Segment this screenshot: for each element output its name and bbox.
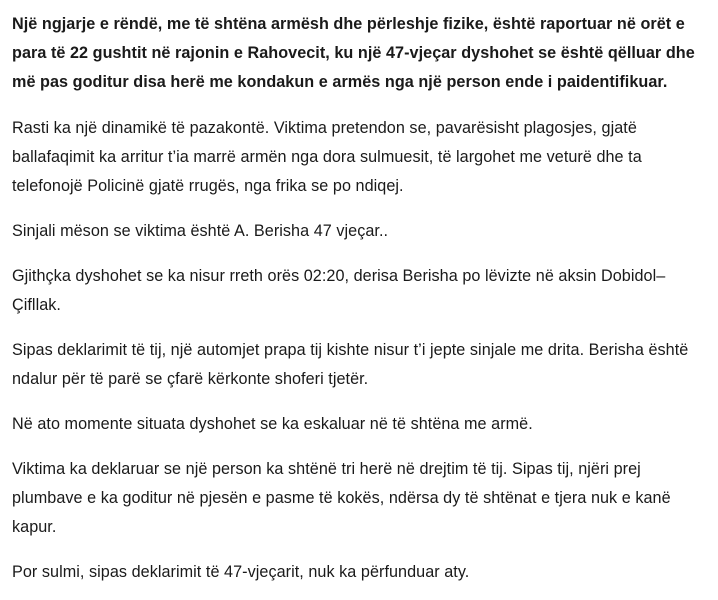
article-lead-paragraph: Një ngjarje e rëndë, me të shtëna armësh dhe përleshje fizike, është raportuar në orët e para të 22 gushtit në rajonin e Rahovecit, ku një 47-vjeçar dyshohet se është qëlluar dhe më pas goditur disa herë me kondakun e armës nga një person ende i paidentifikuar. [12, 15, 695, 91]
article-paragraph: Viktima ka deklaruar se një person ka shtënë tri herë në drejtim të tij. Sipas tij, njëri prej plumbave e ka goditur në pjesën e pasme të kokës, ndërsa dy të shtënat e tjera nuk e kanë kapur. [12, 460, 671, 536]
article-paragraph: Në ato momente situata dyshohet se ka eskaluar në të shtëna me armë. [12, 415, 533, 433]
article-paragraph: Gjithçka dyshohet se ka nisur rreth orës 02:20, derisa Berisha po lëvizte në aksin Dobidol–Çifllak. [12, 267, 666, 314]
article-paragraph: Por sulmi, sipas deklarimit të 47-vjeçarit, nuk ka përfunduar aty. [12, 563, 470, 581]
article-paragraph: Sinjali mëson se viktima është A. Berisha 47 vjeçar.. [12, 222, 389, 240]
article-paragraph: Rasti ka një dinamikë të pazakontë. Viktima pretendon se, pavarësisht plagosjes, gjatë ballafaqimit ka arritur t’ia marrë armën nga dora sulmuesit, të largohet me veturë dhe ta telefonojë Policinë gjatë rrugës, nga frika se po ndiqej. [12, 119, 642, 195]
article-paragraph: Sipas deklarimit të tij, një automjet prapa tij kishte nisur t’i jepte sinjale me drita. Berisha është ndalur për të parë se çfarë kërkonte shoferi tjetër. [12, 341, 689, 388]
